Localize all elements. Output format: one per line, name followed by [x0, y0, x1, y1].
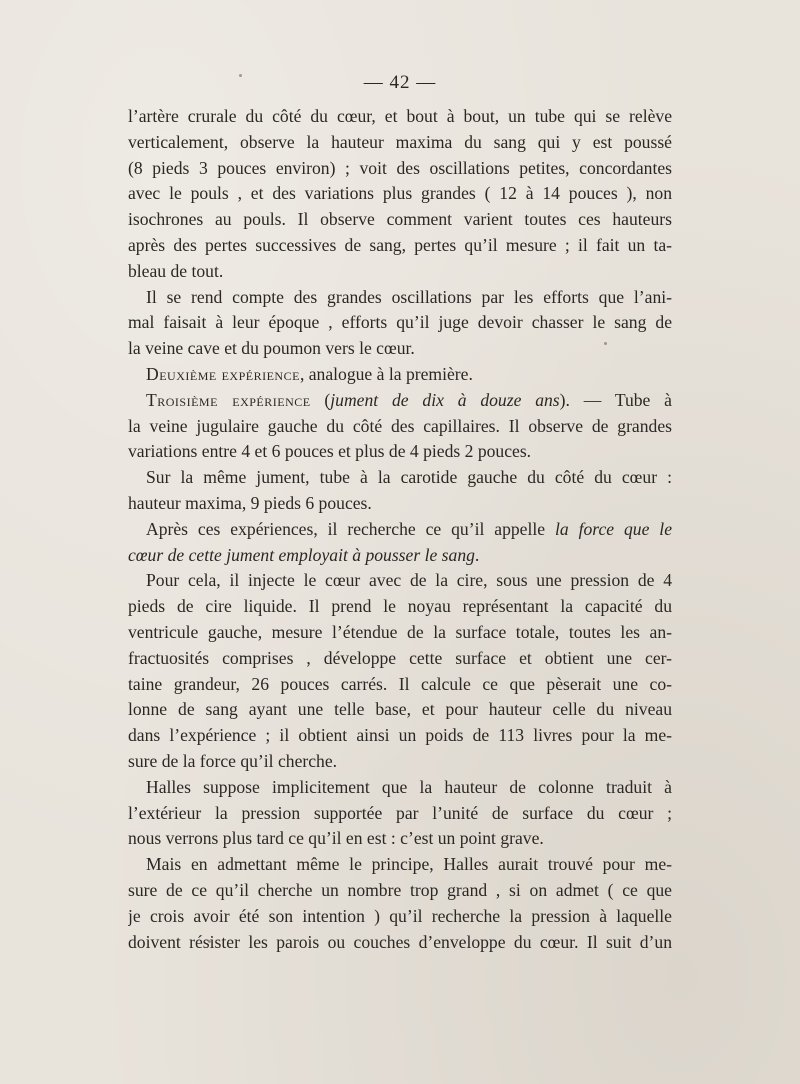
- text-run: Halles suppose implicitement que la hauteur de colonne traduit à: [146, 776, 672, 797]
- text-run: sure de la force qu’il cherche.: [128, 750, 338, 771]
- text-line: [128, 336, 672, 362]
- text-run: fractuosités comprises , développe cette surface et obtient une cer-: [128, 647, 672, 668]
- text-line: [128, 775, 672, 801]
- text-run: hauteur maxima, 9 pieds 6 pouces.: [128, 492, 372, 513]
- italic-text: cœur de cette jument employait à pousser le sang: [128, 544, 475, 565]
- page-number: — 42 —: [363, 72, 437, 93]
- small-caps-text: Troisième expérience: [146, 389, 311, 410]
- text-run: Pour cela, il injecte le cœur avec de la cire, sous une pression de 4: [146, 570, 672, 591]
- text-run: taine grandeur, 26 pouces carrés. Il calcule ce que pèserait une co-: [128, 673, 672, 694]
- text-run: , analogue à la première.: [299, 363, 473, 384]
- italic-text: la force que le: [554, 518, 672, 539]
- text-run: lonne de sang ayant une telle base, et pour hauteur celle du niveau: [128, 699, 672, 720]
- text-line: [128, 697, 672, 723]
- text-run: ). — Tube à: [559, 389, 672, 410]
- text-run: pieds de cire liquide. Il prend le noyau représentant la capacité du: [128, 596, 672, 617]
- small-caps-text: Deuxième expérience: [146, 363, 300, 384]
- text-line: [128, 801, 672, 827]
- text-run: (: [310, 389, 331, 410]
- text-run: l’artère crurale du côté du cœur, et bout à bout, un tube qui se relève: [128, 106, 672, 126]
- body-text: [128, 104, 672, 955]
- text-run: Après ces expériences, il recherche ce qu’il appelle: [146, 518, 555, 539]
- text-run: ventricule gauche, mesure l’étendue de la surface totale, toutes les an-: [128, 621, 672, 642]
- text-line: [128, 904, 672, 930]
- text-run: la veine jugulaire gauche du côté des capillaires. Il observe de grandes: [128, 415, 672, 436]
- text-line: [128, 749, 672, 775]
- text-run: .: [474, 544, 480, 565]
- text-line: [128, 594, 672, 620]
- text-line: [128, 826, 672, 852]
- text-line: [128, 491, 672, 517]
- text-line: [128, 672, 672, 698]
- text-line: [128, 878, 672, 904]
- text-line: [128, 414, 672, 440]
- text-line: [128, 181, 672, 207]
- text-line: [128, 568, 672, 594]
- text-line: [128, 620, 672, 646]
- text-run: la veine cave et du poumon vers le cœur.: [128, 338, 415, 359]
- text-line: [128, 543, 672, 569]
- text-line: [128, 465, 672, 491]
- text-line: [128, 104, 672, 130]
- text-run: Mais en admettant même le principe, Halles aurait trouvé pour me-: [146, 854, 672, 875]
- text-line: [128, 310, 672, 336]
- text-run: bleau de tout.: [128, 260, 224, 281]
- text-line: [128, 156, 672, 182]
- text-run: avec le pouls , et des variations plus grandes ( 12 à 14 pouces ), non: [128, 183, 672, 204]
- text-run: nous verrons plus tard ce qu’il en est : c’est un point grave.: [128, 828, 544, 849]
- text-line: [128, 130, 672, 156]
- text-line: [128, 723, 672, 749]
- text-line: [128, 233, 672, 259]
- text-line: [128, 362, 672, 388]
- text-line: [128, 259, 672, 285]
- text-run: je crois avoir été son intention ) qu’il recherche la pression à laquelle: [128, 905, 672, 926]
- text-run: (8 pieds 3 pouces environ) ; voit des oscillations petites, concordantes: [128, 157, 672, 178]
- text-line: [128, 285, 672, 311]
- text-run: variations entre 4 et 6 pouces et plus de 4 pieds 2 pouces.: [128, 441, 532, 462]
- text-line: [128, 646, 672, 672]
- text-run: Il se rend compte des grandes oscillations par les efforts que l’ani-: [146, 286, 672, 307]
- text-run: sure de ce qu’il cherche un nombre trop grand , si on admet ( ce que: [128, 879, 672, 900]
- text-run: isochrones au pouls. Il observe comment varient toutes ces hauteurs: [128, 209, 672, 230]
- text-run: doivent résister les parois ou couches d’enveloppe du cœur. Il suit d’un: [128, 931, 672, 952]
- text-line: [128, 207, 672, 233]
- text-run: verticalement, observe la hauteur maxima du sang qui y est poussé: [128, 131, 672, 152]
- text-line: [128, 439, 672, 465]
- text-line: [128, 517, 672, 543]
- text-line: [128, 852, 672, 878]
- italic-text: jument de dix à douze ans: [330, 389, 560, 410]
- text-line: [128, 930, 672, 956]
- text-line: [128, 388, 672, 414]
- text-run: mal faisait à leur époque , efforts qu’il juge devoir chasser le sang de: [128, 312, 672, 333]
- text-run: dans l’expérience ; il obtient ainsi un poids de 113 livres pour la me-: [128, 725, 672, 746]
- text-run: Sur la même jument, tube à la carotide gauche du côté du cœur :: [146, 467, 672, 488]
- text-run: après des pertes successives de sang, pertes qu’il mesure ; il fait un ta-: [128, 234, 672, 255]
- text-run: l’extérieur la pression supportée par l’unité de surface du cœur ;: [128, 802, 672, 823]
